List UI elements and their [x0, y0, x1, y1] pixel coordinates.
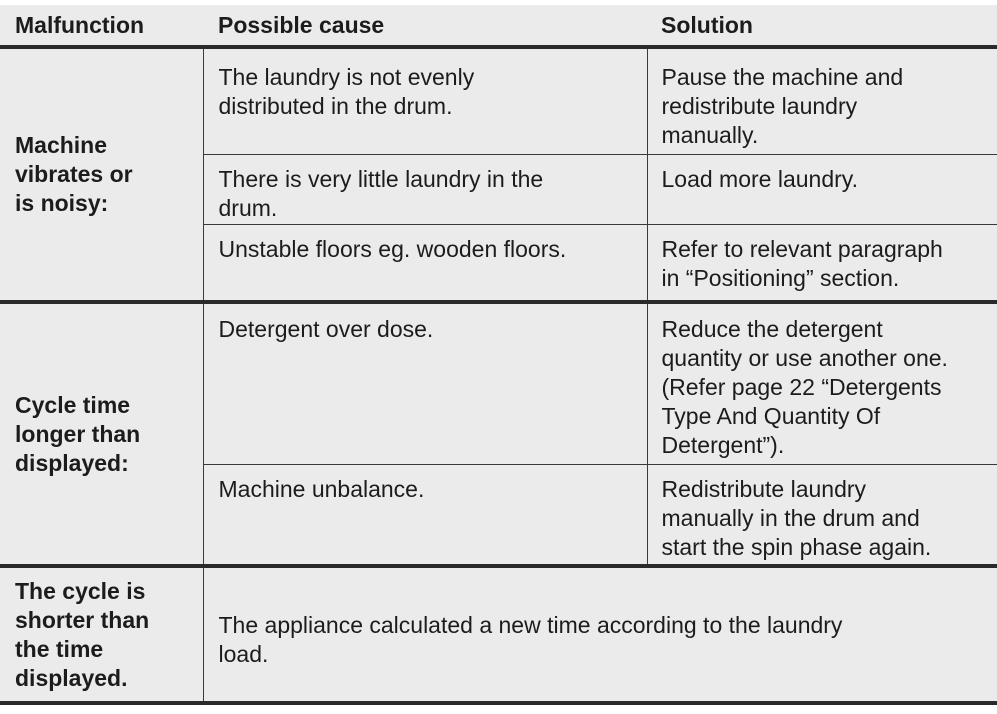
- solution-line: Refer to relevant paragraph: [661, 235, 943, 262]
- solution-line: Reduce the detergent: [661, 316, 883, 342]
- solution-line: Load more laundry.: [661, 165, 858, 192]
- malfunction-line: longer than: [15, 420, 141, 447]
- solution-line: Pause the machine and: [661, 64, 904, 90]
- cause-line: distributed in the drum.: [218, 93, 453, 119]
- cause-line: Detergent over dose.: [218, 316, 434, 342]
- cause-cell: [203, 154, 647, 224]
- header-possible-cause: Possible cause: [203, 5, 647, 47]
- malfunction-cell: [0, 566, 203, 703]
- malfunction-line: displayed:: [15, 449, 129, 476]
- cause-cell: [203, 302, 647, 464]
- header-row: [0, 5, 997, 47]
- solution-cell: [647, 224, 997, 302]
- solution-line: manually.: [661, 122, 759, 148]
- malfunction-line: Machine: [15, 132, 108, 158]
- solution-line: redistribute laundry: [661, 93, 858, 119]
- malfunction-cell: [0, 302, 203, 566]
- solution-line: Redistribute laundry: [661, 475, 867, 502]
- malfunction-line: the time: [15, 635, 104, 662]
- solution-line: quantity or use another one.: [661, 345, 948, 371]
- solution-line: Type And Quantity Of: [661, 403, 881, 429]
- cause-line: Machine unbalance.: [218, 475, 425, 502]
- malfunction-line: is noisy:: [15, 190, 109, 216]
- solution-line: (Refer page 22 “Detergents: [661, 374, 942, 400]
- merged-cause-solution-cell: [203, 566, 997, 703]
- cause-line: The laundry is not evenly: [218, 64, 475, 90]
- solution-line: in “Positioning” section.: [661, 264, 900, 291]
- malfunction-line: displayed.: [15, 664, 128, 691]
- table-row: [0, 47, 997, 154]
- solution-cell: [647, 464, 997, 566]
- troubleshooting-table: [0, 5, 997, 705]
- solution-line: Detergent”).: [661, 432, 785, 458]
- malfunction-line: shorter than: [15, 606, 150, 633]
- header-solution: Solution: [647, 5, 997, 47]
- malfunction-line: vibrates or: [15, 161, 133, 187]
- malfunction-line: The cycle is: [15, 577, 146, 604]
- cause-line: drum.: [218, 194, 278, 221]
- cause-line: There is very little laundry in the: [218, 165, 544, 192]
- cause-cell: [203, 47, 647, 154]
- table-row: [0, 302, 997, 464]
- cause-cell: [203, 224, 647, 302]
- merged-line: load.: [218, 640, 269, 667]
- solution-cell: [647, 47, 997, 154]
- malfunction-line: Cycle time: [15, 391, 131, 418]
- table-row: [0, 566, 997, 703]
- cause-cell: [203, 464, 647, 566]
- table-header: [0, 5, 997, 47]
- solution-line: manually in the drum and: [661, 504, 920, 531]
- merged-line: The appliance calculated a new time according to the laundry: [218, 611, 843, 638]
- cause-line: Unstable floors eg. wooden floors.: [218, 235, 567, 262]
- solution-line: start the spin phase again.: [661, 533, 932, 560]
- solution-cell: [647, 154, 997, 224]
- solution-cell: [647, 302, 997, 464]
- malfunction-cell: [0, 47, 203, 302]
- header-malfunction: Malfunction: [0, 5, 203, 47]
